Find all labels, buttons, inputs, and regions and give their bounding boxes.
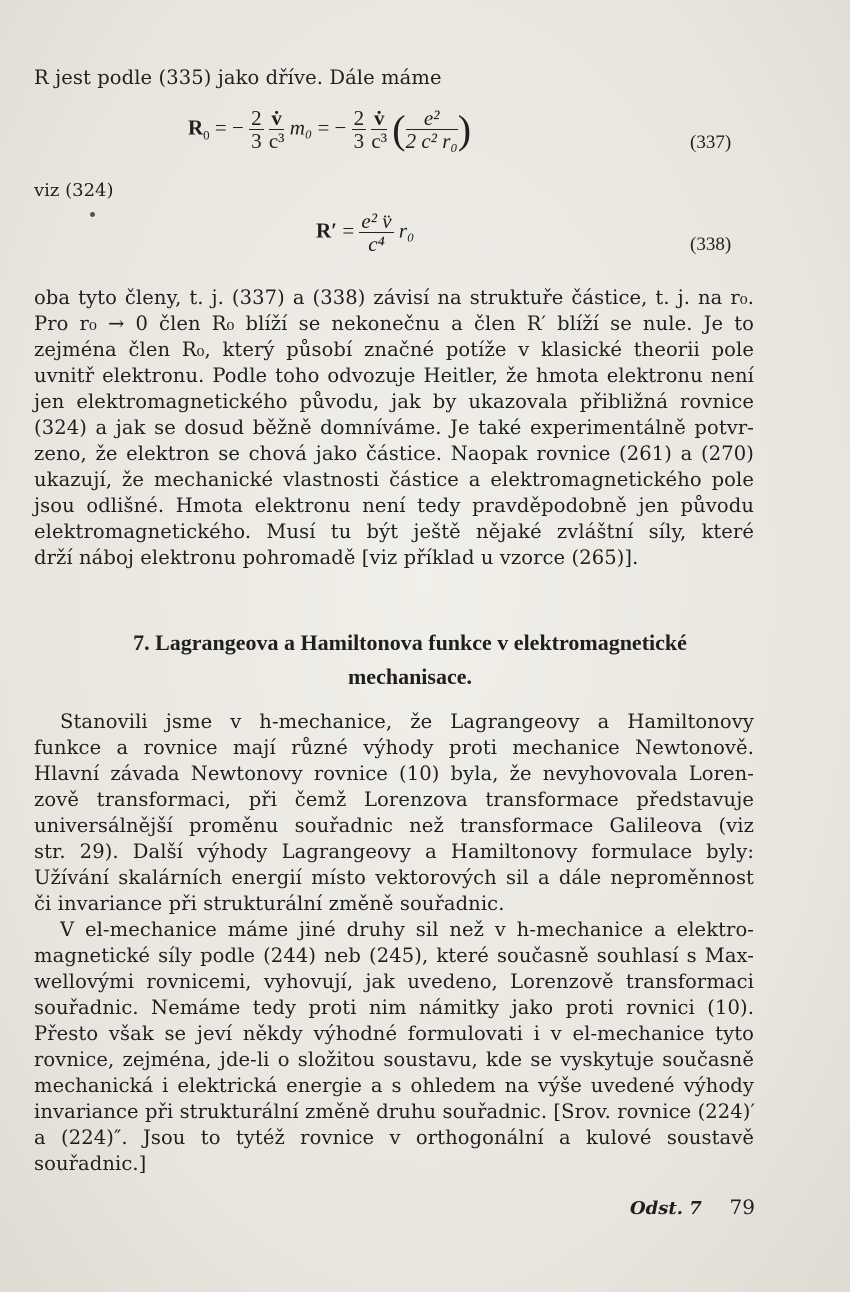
page-footer (630, 1195, 755, 1219)
equation-338: R′ = $\frac{\text{e² v̈}}{\text{c⁴}}$ r₀ (316, 209, 415, 256)
section-heading-line1: 7. Lagrangeova a Hamiltonova funkce v elektromagnetické (133, 630, 687, 655)
paragraph1-line: ukazují, že mechanické vlastnosti částice a elektromagnetického pole (34, 468, 754, 491)
paragraph2-line: Hlavní závada Newtonovy rovnice (10) byla, že nevyhovovala Loren- (34, 762, 754, 785)
paragraph3-line: souřadnic. Nemáme tedy proti nim námitky jako proti rovnici (10). (34, 996, 754, 1019)
paragraph3-line: rovnice, zejména, jde-li o složitou soustavu, kde se vyskytuje současně (34, 1048, 754, 1071)
paragraph1-line: zejména člen R₀, který působí značné potíže v klasické theorii pole (34, 338, 754, 361)
paragraph1-line: jsou odlišné. Hmota elektronu není tedy pravděpodobně jen původu (34, 494, 754, 517)
paragraph2-line: funkce a rovnice mají různé výhody proti mechanice Newtonově. (34, 736, 754, 759)
paragraph1-line: elektromagnetického. Musí tu být ještě nějaké zvláštní síly, které (34, 520, 754, 543)
section-heading (60, 626, 760, 694)
paragraph3-line: wellovými rovnicemi, vyhovují, jak uvedeno, Lorenzově transformaci (34, 970, 754, 993)
paragraph2-line: str. 29). Další výhody Lagrangeovy a Hamiltonovy formulace byly: (34, 840, 754, 863)
fraction-e2vddot-c4: $\frac{\text{e² v̈}}{\text{c⁴}}$ (361, 209, 392, 256)
paragraph2-line: či invariance při strukturální změně souřadnic. (34, 892, 505, 915)
equation-number-338: (338) (690, 234, 732, 255)
equation-number-337: (337) (690, 132, 732, 153)
paragraph2-line: Užívání skalárních energií místo vektorových sil a dále neproměnnost (34, 866, 754, 889)
paragraph1-line: drží náboj elektronu pohromadě [viz příklad u vzorce (265)]. (34, 546, 639, 569)
footer-section: Odst. 7 (630, 1198, 702, 1219)
paragraph1-line: jen elektromagnetického původu, jak by ukazovala přibližná rovnice (34, 390, 754, 413)
equation-337: $R_0$ = − $\frac{2}{3}$ $\frac{v̇}{\text{c³}}$ m₀ = − $\frac{2}{3}$ $\frac{v̇}{\text{c³}}$ ( $\frac{\text{e²}}{\text{2 c² r₀}}$ ) (188, 106, 472, 153)
paragraph1-line: zeno, že elektron se chová jako částice. Naopak rovnice (261) a (270) (34, 442, 754, 465)
intro-line: R jest podle (335) jako dříve. Dále máme (34, 66, 442, 89)
paragraph1-line: (324) a jak se dosud běžně domníváme. Je také experimentálně potvr- (34, 416, 754, 439)
fraction-2-3-b: $\frac{2}{3}$ (353, 106, 365, 153)
paragraph3-line: V el-mechanice máme jiné druhy sil než v h-mechanice a elektro- (60, 918, 754, 941)
page-number: 79 (729, 1195, 755, 1219)
paragraph3-line: invariance při strukturální změně druhu souřadnic. [Srov. rovnice (224)′ (34, 1100, 756, 1123)
paragraph2-line: universálnější proměnu souřadnic než transformace Galileova (viz (34, 814, 754, 837)
paragraph3-line: mechanická i elektrická energie a s ohledem na výše uvedené výhody (34, 1074, 754, 1097)
side-note: viz (324) (34, 180, 114, 201)
paragraph3-line: Přesto však se jeví někdy výhodné formulovati i v el-mechanice tyto (34, 1022, 754, 1045)
paragraph3-line: souřadnic.] (34, 1152, 147, 1175)
paragraph1-line: oba tyto členy, t. j. (337) a (338) závisí na struktuře částice, t. j. na r₀. (34, 286, 754, 309)
fraction-2-3: $\frac{2}{3}$ (251, 106, 262, 153)
fraction-vdot-c3-b: $\frac{v̇}{\text{c³}}$ (371, 106, 388, 153)
paragraph1-line: uvnitř elektronu. Podle toho odvozuje Heitler, že hmota elektronu není (34, 364, 754, 387)
section-heading-line2: mechanisace. (347, 664, 473, 689)
fraction-vdot-c3: $\frac{v̇}{\text{c³}}$ (268, 106, 285, 153)
paragraph2-line: Stanovili jsme v h-mechanice, že Lagrangeovy a Hamiltonovy (60, 710, 754, 733)
paragraph1-line: Pro r₀ → 0 člen R₀ blíží se nekonečnu a člen R′ blíží se nule. Je to (34, 312, 754, 335)
paragraph2-line: zově transformaci, při čemž Lorenzova transformace představuje (34, 788, 754, 811)
paragraph3-line: magnetické síly podle (244) neb (245), které současně souhlasí s Max- (34, 944, 754, 967)
ink-dot (90, 212, 95, 217)
fraction-e2-2c2r0: $\frac{\text{e²}}{\text{2 c² r₀}}$ (405, 106, 458, 153)
paragraph3-line: a (224)″. Jsou to tytéž rovnice v orthogonální a kulové soustavě (34, 1126, 754, 1149)
